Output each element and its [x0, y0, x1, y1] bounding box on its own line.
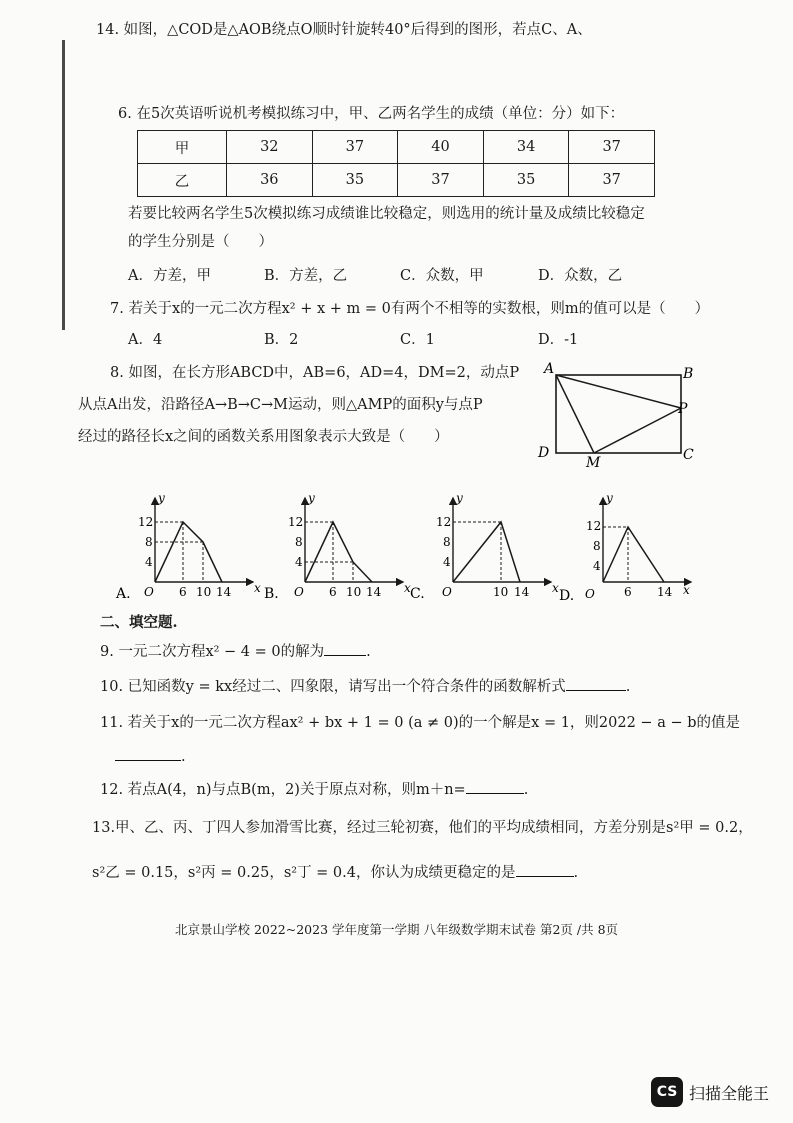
y-tick-label: 12	[288, 515, 304, 529]
question-6-option-a: A．方差，甲	[128, 268, 211, 284]
question-6-line-2: 若要比较两名学生5次模拟练习成绩谁比较稳定，则选用的统计量及成绩比较稳定	[128, 206, 645, 222]
question-12-text: 12. 若点A(4，n)与点B(m，2)关于原点对称，则m＋n=	[100, 782, 466, 798]
question-13-line-1: 13.甲、乙、丙、丁四人参加滑雪比赛，经过三轮初赛，他们的平均成绩相同，方差分别是s²甲 = 0.2，	[92, 820, 753, 836]
question-11-blank-line	[115, 746, 186, 767]
question-10-end: .	[625, 679, 631, 695]
x-tick-label: 6	[329, 585, 337, 599]
origin-label: O	[294, 585, 304, 599]
y-tick-label: 4	[443, 555, 451, 569]
segment-mp	[594, 408, 681, 453]
option-letter: C.	[410, 586, 425, 602]
footer-text: 北京景山学校 2022~2023 学年度第一学期 八年级数学期末试卷 第2页 /共 8页	[174, 922, 619, 937]
table-cell: 35	[312, 164, 398, 197]
question-6-option-b: B．方差，乙	[264, 268, 348, 284]
y-tick-label: 8	[145, 535, 153, 549]
question-9	[100, 641, 371, 662]
graph-option-a	[108, 490, 270, 608]
x-tick-label: 14	[514, 585, 530, 599]
question-13-end: .	[573, 865, 579, 881]
option-letter: B.	[264, 586, 279, 602]
scan-fold-shadow	[62, 40, 65, 330]
question-10-text: 10. 已知函数y = kx经过二、四象限，请写出一个符合条件的函数解析式	[100, 679, 566, 695]
question-8-line-2: 从点A出发，沿路径A→B→C→M运动，则△AMP的面积y与点P	[78, 397, 483, 413]
y-tick-label: 4	[145, 555, 153, 569]
graph-line	[305, 522, 372, 582]
question-6-stem: 6. 在5次英语听说机考模拟练习中，甲、乙两名学生的成绩（单位：分）如下：	[118, 106, 625, 122]
x-tick-label: 14	[366, 585, 382, 599]
table-cell: 37	[398, 164, 484, 197]
point-label-m: M	[586, 455, 601, 468]
question-13-line-2	[92, 862, 578, 883]
origin-label: O	[442, 585, 452, 599]
y-axis-label: y	[606, 491, 613, 505]
option-letter: A.	[116, 586, 131, 602]
question-6-option-d: D．众数，乙	[538, 268, 623, 284]
y-tick-label: 8	[443, 535, 451, 549]
y-tick-label: 12	[138, 515, 154, 529]
y-tick-label: 12	[586, 519, 602, 533]
x-tick-label: 6	[624, 585, 632, 599]
table-cell: 乙	[138, 164, 227, 197]
table-cell: 36	[227, 164, 313, 197]
table-cell: 32	[227, 131, 313, 164]
question-7-option-c: C．1	[400, 332, 435, 348]
table-cell: 甲	[138, 131, 227, 164]
question-7-option-b: B．2	[264, 332, 299, 348]
question-11-end: .	[181, 749, 186, 765]
camscanner-text: 扫描全能王	[689, 1084, 770, 1103]
question-7-stem: 7. 若关于x的一元二次方程x² + x + m = 0有两个不相等的实数根，则m的值可以是（ ）	[110, 301, 710, 317]
x-axis-label: x	[404, 581, 411, 595]
table-cell: 34	[483, 131, 569, 164]
x-tick-label: 10	[346, 585, 362, 599]
x-axis-label: x	[552, 581, 559, 595]
question-11: 11. 若关于x的一元二次方程ax² + bx + 1 = 0 (a ≠ 0)的一个解是x = 1，则2022 − a − b的值是	[100, 715, 740, 731]
answer-blank[interactable]	[516, 862, 574, 877]
graph-line	[453, 522, 520, 582]
question-6-line-3: 的学生分别是（ ）	[128, 234, 273, 250]
table-cell: 35	[483, 164, 569, 197]
segment-ap	[556, 375, 681, 408]
origin-label: O	[585, 587, 595, 601]
question-9-end: .	[366, 644, 371, 660]
x-axis-label: x	[254, 581, 261, 595]
answer-blank[interactable]	[115, 746, 181, 761]
rectangle-abcd-figure	[530, 358, 700, 468]
question-7-option-a: A．4	[128, 332, 163, 348]
vertex-label-b: B	[683, 366, 694, 382]
answer-blank[interactable]	[324, 641, 366, 656]
x-tick-label: 14	[657, 585, 673, 599]
question-9-text: 9. 一元二次方程x² − 4 = 0的解为	[100, 644, 325, 660]
graph-option-d	[556, 490, 718, 608]
x-tick-label: 6	[179, 585, 187, 599]
x-tick-label: 10	[196, 585, 212, 599]
point-label-p: P	[678, 401, 688, 417]
segment-am	[556, 375, 594, 453]
table-row	[138, 131, 655, 164]
graph-line	[603, 527, 664, 582]
graph-option-c	[406, 490, 568, 608]
section-2-title: 二、填空题.	[100, 614, 178, 631]
question-7-option-d: D．-1	[538, 332, 579, 348]
graph-line	[155, 522, 222, 582]
graph-option-b	[258, 490, 420, 608]
question-12-end: .	[523, 782, 529, 798]
x-tick-label: 14	[216, 585, 232, 599]
y-tick-label: 8	[593, 539, 601, 553]
y-axis-label: y	[308, 491, 315, 505]
x-tick-label: 10	[493, 585, 509, 599]
y-tick-label: 4	[593, 559, 601, 573]
question-14-partial: 14. 如图，△COD是△AOB绕点O顺时针旋转40°后得到的图形，若点C、A、	[96, 22, 592, 38]
y-tick-label: 4	[295, 555, 303, 569]
camscanner-logo: CS	[651, 1077, 683, 1107]
table-cell: 37	[312, 131, 398, 164]
question-13-text: s²乙 = 0.15，s²丙 = 0.25，s²丁 = 0.4，你认为成绩更稳定的是	[92, 865, 516, 881]
vertex-label-a: A	[544, 361, 555, 377]
option-letter: D.	[559, 588, 575, 604]
question-8-line-3: 经过的路径长x之间的函数关系用图象表示大致是（ ）	[78, 429, 449, 445]
answer-blank[interactable]	[466, 779, 524, 794]
vertex-label-d: D	[538, 445, 550, 461]
y-axis-label: y	[158, 491, 165, 505]
question-10	[100, 676, 630, 697]
question-6-option-c: C．众数，甲	[400, 268, 484, 284]
table-row	[138, 164, 655, 197]
question-8-line-1: 8. 如图，在长方形ABCD中，AB=6，AD=4，DM=2，动点P	[110, 365, 520, 381]
origin-label: O	[144, 585, 154, 599]
table-cell: 37	[569, 164, 655, 197]
score-table	[137, 130, 655, 197]
question-12	[100, 779, 528, 800]
vertex-label-c: C	[683, 447, 694, 463]
y-axis-label: y	[456, 491, 463, 505]
table-cell: 40	[398, 131, 484, 164]
answer-blank[interactable]	[566, 676, 626, 691]
page-footer	[0, 920, 793, 938]
table-cell: 37	[569, 131, 655, 164]
y-tick-label: 12	[436, 515, 452, 529]
y-tick-label: 8	[295, 535, 303, 549]
x-axis-label: x	[683, 583, 690, 597]
